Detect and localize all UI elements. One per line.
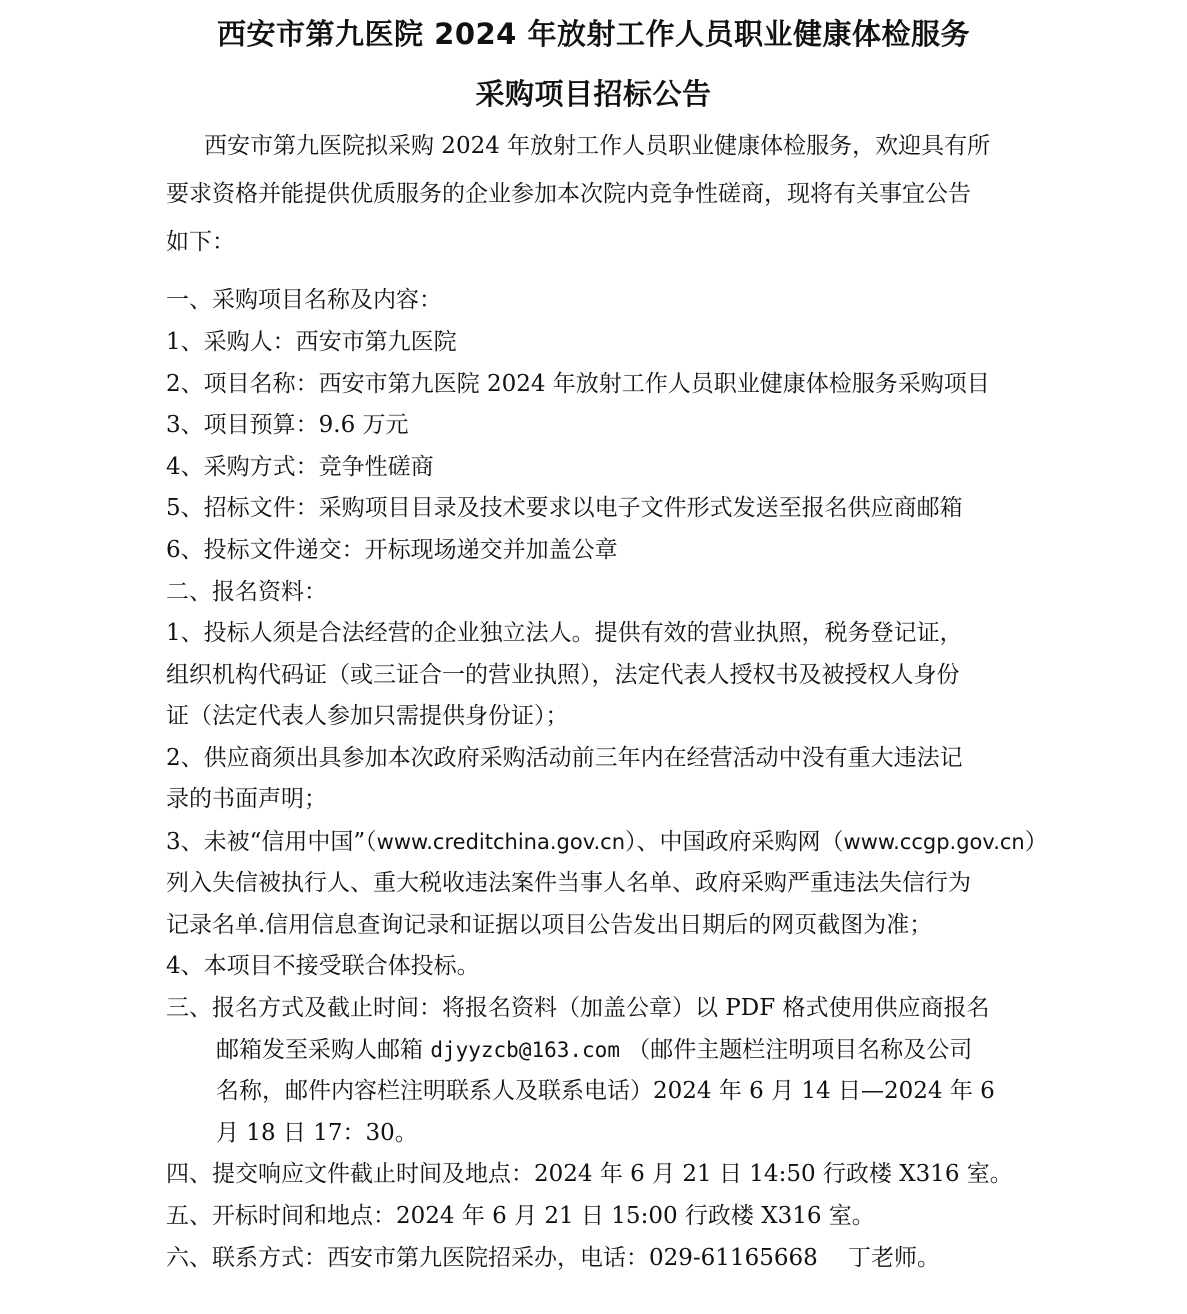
- section2-item3-line3: 记录名单.信用信息查询记录和证据以项目公告发出日期后的网页截图为准；: [166, 912, 933, 938]
- section1-item-2: 2、项目名称：西安市第九医院 2024 年放射工作人员职业健康体检服务采购项目: [166, 371, 990, 397]
- section2-item3-line2: 列入失信被执行人、重大税收违法案件当事人名单、政府采购严重违法失信行为: [166, 870, 971, 896]
- procurement-email: djyyzcb@163.com: [430, 1038, 620, 1062]
- section2-item1-line3: 证（法定代表人参加只需提供身份证）；: [166, 703, 569, 729]
- ccgp-url: www.ccgp.gov.cn: [843, 830, 1025, 854]
- section4: 四、提交响应文件截止时间及地点：2024 年 6 月 21 日 14:50 行政楼 X316 室。: [166, 1161, 1013, 1187]
- document-title-line1: 西安市第九医院 2024 年放射工作人员职业健康体检服务: [217, 17, 970, 51]
- creditchina-url: www.creditchina.gov.cn: [376, 830, 626, 854]
- section2-item3-text-c: ）: [1024, 829, 1048, 855]
- section1-item-1: 1、采购人：西安市第九医院: [166, 329, 457, 355]
- section1-item-3: 3、项目预算：9.6 万元: [166, 412, 409, 438]
- intro-line2: 要求资格并能提供优质服务的企业参加本次院内竞争性磋商，现将有关事宜公告: [166, 181, 971, 207]
- section3-line2: [216, 1035, 972, 1065]
- section2-item1-line1: 1、投标人须是合法经营的企业独立法人。提供有效的营业执照，税务登记证，: [166, 620, 963, 646]
- section3-line4: 月 18 日 17：30。: [216, 1120, 418, 1146]
- section1-item-5: 5、招标文件：采购项目目录及技术要求以电子文件形式发送至报名供应商邮箱: [166, 495, 963, 521]
- section1-heading: 一、采购项目名称及内容：: [166, 287, 442, 313]
- section5: 五、开标时间和地点：2024 年 6 月 21 日 15:00 行政楼 X316 室。: [166, 1203, 875, 1229]
- section2-item3-line1: [166, 827, 1048, 857]
- section2-item2-line2: 录的书面声明；: [166, 786, 327, 812]
- section1-item-6: 6、投标文件递交：开标现场递交并加盖公章: [166, 537, 618, 563]
- section3-line2-text-a: 邮箱发至采购人邮箱: [216, 1037, 431, 1063]
- section6: 六、联系方式：西安市第九医院招采办，电话：029-61165668 丁老师。: [166, 1245, 941, 1271]
- intro-line1: 西安市第九医院拟采购 2024 年放射工作人员职业健康体检服务，欢迎具有所: [204, 133, 991, 159]
- section3-line1: 三、报名方式及截止时间：将报名资料（加盖公章）以 PDF 格式使用供应商报名: [166, 995, 990, 1021]
- section2-item3-text-a: 3、未被“信用中国”（: [166, 829, 377, 855]
- document-title-line2: 采购项目招标公告: [475, 77, 712, 111]
- intro-line3: 如下：: [166, 229, 235, 255]
- section2-item3-text-b: ）、中国政府采购网（: [625, 829, 844, 855]
- section2-item1-line2: 组织机构代码证（或三证合一的营业执照），法定代表人授权书及被授权人身份: [166, 662, 960, 688]
- section3-line2-text-b: （邮件主题栏注明项目名称及公司: [619, 1037, 973, 1063]
- section2-item2-line1: 2、供应商须出具参加本次政府采购活动前三年内在经营活动中没有重大违法记: [166, 745, 963, 771]
- section2-item4: 4、本项目不接受联合体投标。: [166, 953, 480, 979]
- section1-item-4: 4、采购方式：竞争性磋商: [166, 454, 434, 480]
- section2-heading: 二、报名资料：: [166, 579, 327, 605]
- section3-line3: 名称，邮件内容栏注明联系人及联系电话）2024 年 6 月 14 日—2024 年 6: [216, 1078, 995, 1104]
